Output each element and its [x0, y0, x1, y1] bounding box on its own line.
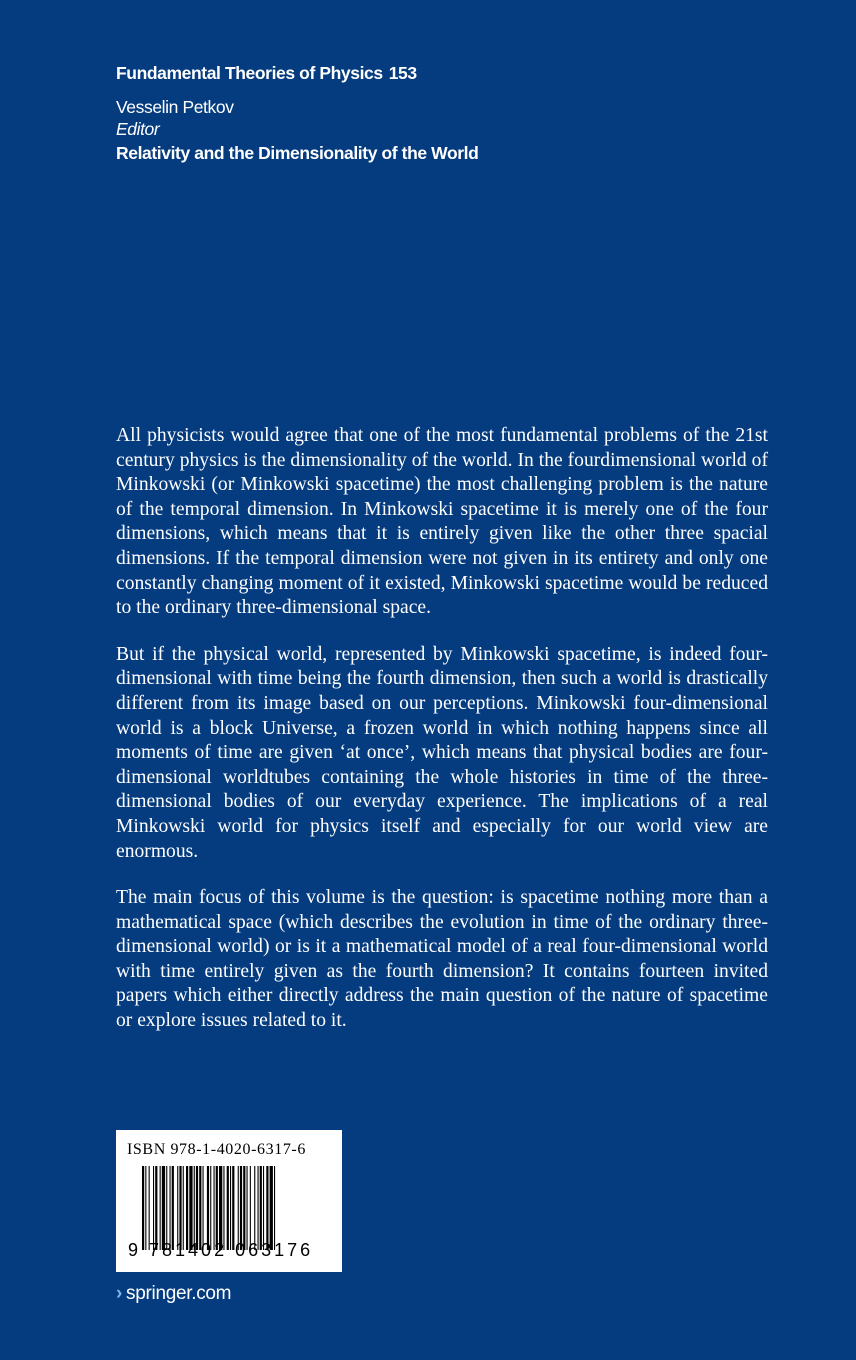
series-title: Fundamental Theories of Physics	[116, 63, 383, 83]
publisher-url: springer.com	[126, 1283, 232, 1304]
book-title: Relativity and the Dimensionality of the World	[116, 143, 479, 163]
editor-role: Editor	[116, 119, 160, 139]
isbn-label: ISBN 978-1-4020-6317-6	[127, 1141, 306, 1158]
blurb-paragraph: The main focus of this volume is the question: is spacetime nothing more than a mathematical space (which describes the evolution in time of the ordinary three-dimensional world) or is it a mathematical model of a real four-dimensional world with time entirely given as the fourth dimension? It contains fourteen invited papers which either directly address the main question of the nature of spacetime or explore issues related to it.	[116, 887, 768, 1032]
series-line	[116, 62, 816, 84]
barcode-icon	[142, 1166, 332, 1250]
blurb-paragraph: But if the physical world, represented by Minkowski spacetime, is indeed four-dimensional with time being the fourth dimension, then such a world is drastically different from its image based on our perceptions. Minkowski four-dimensional world is a block Universe, a frozen world in which nothing happens since all moments of time are given ‘at once’, which means that physical bodies are four-dimensional worldtubes containing the whole histories in time of the three-dimensional bodies of our everyday experience. The implications of a real Minkowski world for physics itself and especially for our world view are enormous.	[116, 643, 768, 862]
header	[116, 62, 816, 166]
editor-name: Vesselin Petkov	[116, 97, 234, 117]
publisher-link[interactable]	[116, 1283, 231, 1305]
blurb	[116, 424, 768, 1056]
barcode-digits: 9 781402 063176	[128, 1240, 314, 1260]
series-number: 153	[388, 63, 417, 83]
chevron-right-icon: ›	[116, 1283, 123, 1304]
isbn-barcode-box	[116, 1130, 342, 1272]
blurb-paragraph: All physicists would agree that one of the most fundamental problems of the 21st century physics is the dimensionality of the world. In the fourdimensional world of Minkowski (or Minkowski spacetime) the most challenging problem is the nature of the temporal dimension. In Minkowski spacetime it is merely one of the four dimensions, which means that it is entirely given like the other three spacial dimensions. If the temporal dimension were not given in its entirety and only one constantly changing moment of it existed, Minkowski spacetime would be reduced to the ordinary three-dimensional space.	[116, 425, 768, 619]
